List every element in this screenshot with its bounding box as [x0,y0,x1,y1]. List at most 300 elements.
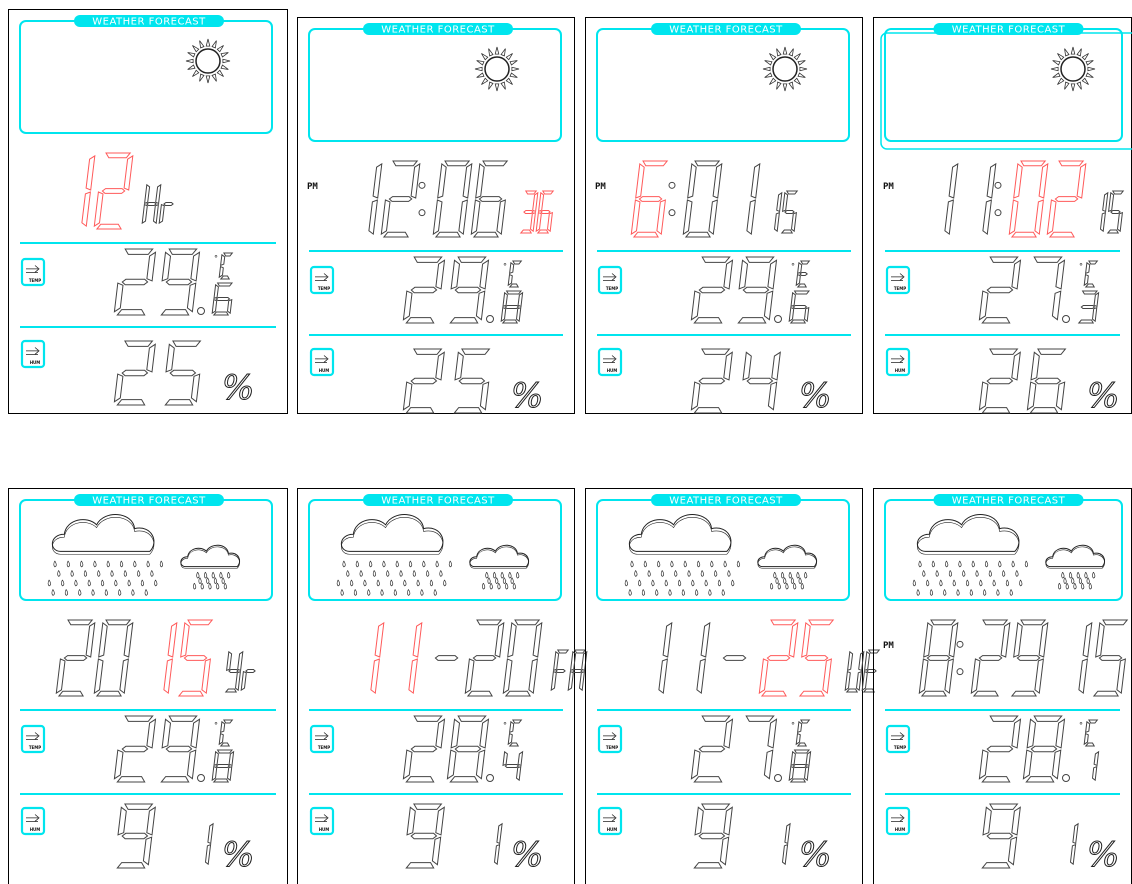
raindrop [980,580,983,586]
arrow-glyph [315,815,328,822]
segment-g [793,306,806,309]
sun-ray [1082,78,1088,84]
forecast-header-text: WEATHER FORECAST [92,495,206,507]
segment-e [759,659,768,693]
segment-c [228,300,232,314]
raindrop [976,570,979,576]
segment-f [508,623,517,657]
segment-f [554,652,559,671]
segment-a [702,257,730,262]
segment-f [118,807,126,835]
segment-g [455,287,480,292]
segment-g [479,197,501,202]
raindrop [781,572,784,578]
segment-d [117,863,144,868]
segment-d [161,777,188,782]
decimal-dot [198,775,205,782]
segment-a [125,249,153,254]
raindrop [983,589,986,595]
raindrop [949,570,952,576]
segment-a [414,716,442,721]
segment-e [212,767,217,781]
sun-ray [1065,49,1069,56]
segment-f [227,652,232,671]
segment-e [56,659,65,693]
sun-ray [501,82,505,89]
segment-d [538,230,548,233]
digit-2 [759,620,798,696]
sun-ray [1086,61,1093,65]
segment-b [724,719,733,748]
raindrop [224,583,227,589]
segment-a [558,650,568,653]
segment-a [990,804,1018,809]
segment-c [720,837,728,865]
raindrop [997,589,1000,595]
segment-c [120,659,128,693]
segment-a [795,750,809,753]
temp-icon [22,259,44,285]
sun-ray [798,73,805,77]
segment-f [802,623,811,657]
raindrop [67,561,70,567]
pm-indicator: PM [307,182,318,192]
sun-core [485,57,509,81]
segment-e [796,734,800,745]
segment-e [159,205,164,224]
sun-ray [1086,73,1093,77]
segment-e [631,200,640,234]
segment-a [702,716,730,721]
degree-symbol: ° [214,721,218,730]
segment-e [1027,382,1036,410]
segment-g [927,656,949,661]
segment-b [772,352,781,380]
segment-g [699,833,724,838]
sun-ray [188,53,195,57]
segment-b [413,623,422,657]
raindrop [426,570,429,576]
forecast-header-text: WEATHER FORECAST [381,24,495,36]
sun-ray [212,41,216,48]
raindrop [665,580,668,586]
raindrop [1002,570,1005,576]
segment-b [463,164,472,198]
digit-6 [789,291,809,323]
segment-d [436,232,460,237]
digit-7 [1034,257,1064,320]
segment-e [94,192,103,226]
segment-b [518,752,523,766]
segment-d [406,318,433,323]
sun-ray [188,65,195,69]
raindrop [337,580,340,586]
segment-e [471,200,480,234]
cloud-outline [341,514,443,551]
segment-d [1079,320,1093,323]
segment-g [184,656,206,661]
raindrop [728,570,731,576]
segment-b [806,752,811,766]
segment-e [919,659,928,693]
segment-b [1012,352,1021,380]
panel-frame [9,10,288,414]
raindrop [145,589,148,595]
segment-d [922,691,946,696]
segment-e [789,308,794,322]
digit-5 [1094,620,1127,696]
raindrop [98,570,101,576]
sun-ray [489,82,493,89]
raindrop [101,580,104,586]
raindrop [701,570,704,576]
raindrop [65,589,68,595]
raindrop [94,561,97,567]
segment-d [1086,743,1094,746]
segment-b [436,719,445,748]
segment-f [924,623,933,657]
rain-cloud-icon [470,545,529,589]
raindrop [511,578,514,584]
segment-b [1077,164,1086,198]
sun-core [1061,57,1085,81]
segment-d [1086,284,1094,287]
raindrop [105,589,108,595]
segment-g [166,746,191,751]
segment-d [1108,230,1118,233]
segment-c [409,659,418,693]
raindrop [714,570,717,576]
segment-f [695,807,703,835]
digit-4 [503,752,523,780]
raindrop [797,572,800,578]
segment-g [1031,746,1056,751]
segment-c [164,659,173,693]
forecast-box-shadow [881,33,1132,149]
raindrop [718,580,721,586]
digit-1 [1101,193,1108,231]
sun-ray [800,67,807,71]
arrow-label: TEMP [317,745,331,750]
segment-g [166,279,191,284]
sun-icon [1051,47,1095,91]
raindrop [1085,572,1088,578]
degree-symbol: ° [214,254,218,263]
segment-a [188,620,212,625]
digit-8 [447,716,488,782]
decimal-dot [775,775,782,782]
sun-ray [1071,47,1075,54]
segment-c [709,200,718,234]
segment-c [369,200,378,234]
raindrop [669,589,672,595]
raindrop [625,580,628,586]
panel-frame [874,489,1132,884]
raindrop [84,570,87,576]
raindrop [930,589,933,595]
humidity-icon [311,808,333,834]
segment-c [154,205,159,224]
segment-f [181,623,190,657]
sun-ray [789,82,793,89]
segment-d [474,232,498,237]
decimal-dot [487,775,494,782]
sun-icon [475,47,519,91]
degree-symbol: ° [1079,721,1083,730]
lcd-panel-4 [874,18,1132,417]
segment-f [1086,263,1090,274]
segment-d [791,779,805,782]
raindrop [204,572,207,578]
raindrop [222,578,225,584]
segment-e [979,291,988,320]
digit-2 [691,257,732,323]
raindrop [944,589,947,595]
cloud-shadow [470,547,529,568]
segment-e [503,659,512,693]
raindrop [505,583,508,589]
segment-d [510,284,518,287]
raindrop [220,572,223,578]
digit-9 [117,804,155,868]
sun-ray [481,53,487,59]
segment-b [156,185,161,204]
digit-3 [521,191,538,233]
segment-b [1094,752,1099,766]
segment-e [971,659,980,693]
segment-f [99,623,108,657]
segment-b [1094,293,1099,307]
segment-c [1071,845,1076,865]
segment-b [777,193,782,212]
segment-c [1052,291,1060,320]
sun-ray [212,74,216,81]
percent-symbol: % [511,835,544,875]
cloud-shadow [341,517,443,554]
segment-f [162,719,170,748]
segment-a [543,191,553,194]
digit-1 [1079,623,1092,693]
forecast-box [885,29,1122,141]
segment-g [699,287,724,292]
segment-c [497,200,506,234]
raindrop [373,570,376,576]
segment-c [945,659,954,693]
raindrop [936,570,939,576]
percent-symbol: % [1087,376,1120,416]
raindrop [661,570,664,576]
segment-f [214,752,218,766]
segment-c [857,672,862,691]
arrow-label: HUM [894,368,906,373]
segment-b [1056,719,1065,748]
segment-a [106,153,130,158]
segment-b [480,260,489,289]
segment-d [694,318,721,323]
segment-e [979,382,988,410]
segment-b [191,252,200,281]
segment-c [1008,837,1016,865]
segment-e [683,200,692,234]
segment-b [859,652,864,671]
raindrop [770,583,773,589]
sun-ray [1057,53,1063,59]
raindrop [71,570,74,576]
raindrop [141,580,144,586]
temp-icon [599,267,621,293]
panel-frame [586,489,863,884]
segment-g [459,378,484,383]
segment-d [847,689,857,692]
segment-e [403,382,412,410]
raindrop [383,561,386,567]
raindrop [482,583,485,589]
segment-g [800,273,807,276]
raindrop [972,561,975,567]
raindrop [503,578,506,584]
segment-g [122,279,147,284]
segment-f [1031,352,1039,380]
arrow-glyph [315,274,328,281]
arrow-glyph [603,274,616,281]
segment-g [411,746,436,751]
segment-f [783,193,788,212]
raindrop [115,580,118,586]
raindrop [1020,580,1023,586]
rain-cloud-icon [1046,545,1105,589]
raindrop [688,570,691,576]
cloud-shadow [52,517,154,554]
digit-9 [406,804,444,868]
sun-ray [217,45,223,51]
segment-a [125,804,152,809]
segment-a [990,349,1018,354]
segment-b [701,623,710,657]
segment-e [403,291,412,320]
segment-b [724,260,733,289]
lcd-panel-1 [9,10,288,414]
segment-c [206,845,211,865]
segment-d [974,691,998,696]
segment-e [1084,275,1088,286]
segment-d [686,232,710,237]
segment-b [497,824,502,844]
colon-dot [669,210,675,216]
raindrop [926,580,929,586]
sun-ray [495,84,499,91]
segment-c [1117,659,1126,693]
segment-b [147,807,156,835]
segment-e [691,291,700,320]
segment-f [1086,722,1090,733]
segment-b [768,260,777,289]
cloud-shadow [629,517,731,554]
raindrop [404,580,407,586]
segment-g [987,378,1012,383]
segment-f [214,285,218,299]
digit-F [551,650,568,690]
raindrop [394,589,397,595]
segment-g [1017,656,1039,661]
sun-ray [794,78,800,84]
segment-d [634,232,658,237]
segment-g [216,765,229,768]
segment-g [122,833,147,838]
digit-- [435,656,457,661]
degree-symbol: ° [791,262,795,271]
segment-g [164,203,173,206]
sun-ray [506,53,512,59]
raindrop [776,578,779,584]
segment-d [762,691,786,696]
digit-E [796,261,809,287]
digit-4 [743,352,780,409]
segment-g [1055,197,1077,202]
segment-f [798,263,802,274]
segment-c [1052,750,1060,779]
sun-ray [206,76,210,83]
segment-a [393,161,417,166]
segment-g [389,197,411,202]
segment-e [508,734,512,745]
arrow-glyph [26,815,39,822]
raindrop [671,561,674,567]
segment-d [1012,232,1036,237]
segment-c [764,291,772,320]
segment-f [166,344,174,372]
colon-dot [995,210,1001,216]
arrow-label: TEMP [605,286,619,291]
raindrop [160,561,163,567]
segment-g [147,203,156,206]
segment-c [191,374,199,402]
segment-g [122,370,147,375]
digit-1 [945,164,958,234]
raindrop [657,561,660,567]
degree-symbol: ° [1079,262,1083,271]
raindrop [957,589,960,595]
segment-a [462,349,490,354]
segment-c [768,382,776,410]
segment-a [169,249,197,254]
segment-c [187,750,195,779]
digit-9 [982,804,1020,868]
digit-7 [746,716,776,779]
arrow-glyph [26,266,39,273]
colon-dot [995,182,1001,188]
segment-c [371,659,380,693]
raindrop [413,570,416,576]
arrow-glyph [315,356,328,363]
segment-e [1084,734,1088,745]
raindrop [999,561,1002,567]
forecast-header-text: WEATHER FORECAST [381,495,495,507]
digit-1 [1071,824,1079,864]
segment-d [798,284,806,287]
raindrop [1058,583,1061,589]
segment-d [214,312,228,315]
raindrop [516,572,519,578]
raindrop [642,589,645,595]
raindrop [695,589,698,595]
segment-d [97,691,121,696]
raindrop [341,589,344,595]
humidity-icon [311,349,333,375]
digit-1 [206,824,214,864]
forecast-header-text: WEATHER FORECAST [669,495,783,507]
raindrop [791,578,794,584]
sun-ray [221,53,228,57]
